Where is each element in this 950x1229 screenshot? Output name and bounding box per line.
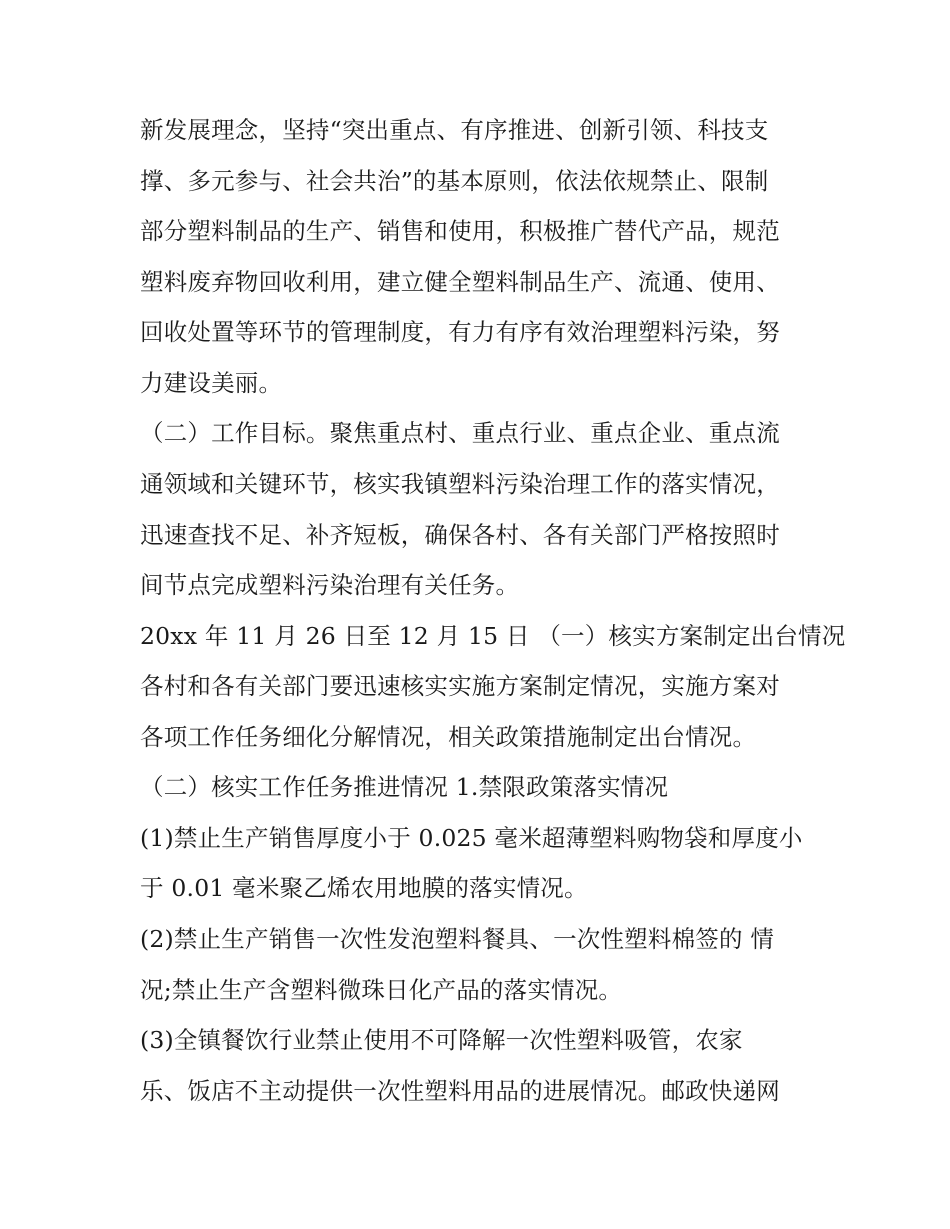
- text-line: 撑、多元参与、社会共治”的基本原则，依法依规禁止、限制: [140, 167, 769, 195]
- text-line: 迅速查找不足、补齐短板，确保各村、各有关部门严格按照时: [140, 521, 780, 549]
- text-line: （二）工作目标。聚焦重点村、重点行业、重点企业、重点流: [140, 419, 780, 447]
- text-line: (2)禁止生产销售一次性发泡塑料餐具、一次性塑料棉签的 情: [140, 925, 775, 953]
- text-line: 乐、饭店不主动提供一次性塑料用品的进展情况。邮政快递网: [140, 1077, 780, 1105]
- text-line: 20xx 年 11 月 26 日至 12 月 15 日 （一）核实方案制定出台情况: [140, 622, 846, 650]
- text-line: 通领域和关键环节，核实我镇塑料污染治理工作的落实情况，: [140, 470, 780, 498]
- text-line: 各项工作任务细化分解情况，相关政策措施制定出台情况。: [140, 723, 757, 751]
- text-line: (3)全镇餐饮行业禁止使用不可降解一次性塑料吸管，农家: [140, 1026, 743, 1054]
- text-line: 间节点完成塑料污染治理有关任务。: [140, 571, 520, 599]
- text-line: 回收处置等环节的管理制度，有力有序有效治理塑料污染，努: [140, 318, 780, 346]
- text-line: 塑料废弃物回收利用，建立健全塑料制品生产、流通、使用、: [140, 268, 780, 296]
- text-line: （二）核实工作任务推进情况 1.禁限政策落实情况: [140, 773, 669, 801]
- text-line: 各村和各有关部门要迅速核实实施方案制定情况，实施方案对: [140, 672, 780, 700]
- text-line: 况;禁止生产含塑料微珠日化产品的落实情况。: [140, 976, 623, 1004]
- text-line: (1)禁止生产销售厚度小于 0.025 毫米超薄塑料购物袋和厚度小: [140, 824, 803, 852]
- text-line: 于 0.01 毫米聚乙烯农用地膜的落实情况。: [140, 874, 588, 902]
- text-line: 力建设美丽。: [140, 369, 283, 397]
- text-line: 部分塑料制品的生产、销售和使用，积极推广替代产品，规范: [140, 217, 780, 245]
- text-line: 新发展理念，坚持“突出重点、有序推进、创新引领、科技支: [140, 116, 769, 144]
